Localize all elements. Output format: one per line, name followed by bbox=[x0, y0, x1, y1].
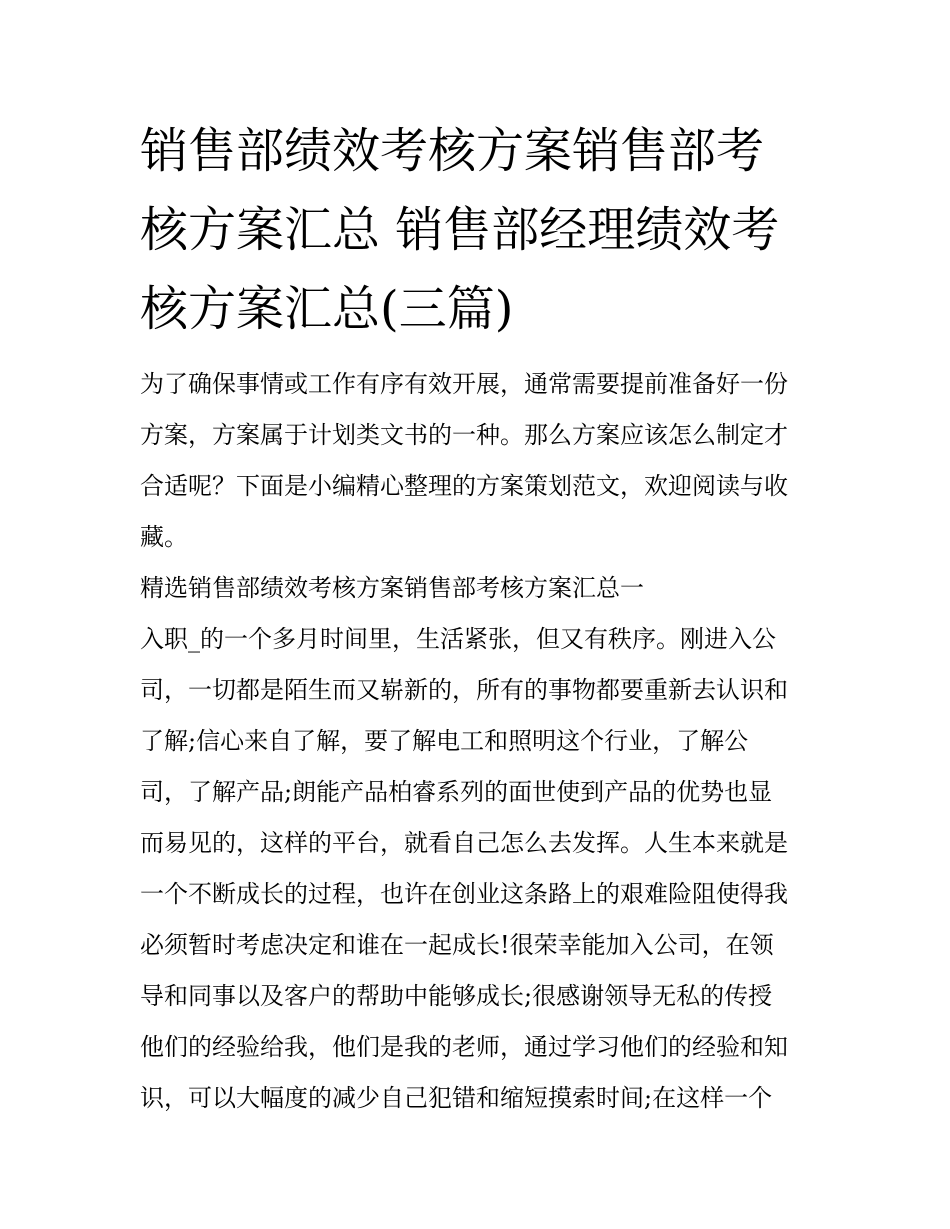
section-heading bbox=[140, 563, 812, 614]
body-line: 导和同事以及客户的帮助中能够成长;很感谢领导无私的传授 bbox=[140, 982, 773, 1010]
body-line: 他们的经验给我，他们是我的老师，通过学习他们的经验和知 bbox=[140, 1033, 788, 1061]
body-line: 识，可以大幅度的减少自己犯错和缩短摸索时间;在这样一个 bbox=[140, 1084, 773, 1112]
intro-line: 藏。 bbox=[140, 523, 188, 551]
body-line: 一个不断成长的过程，也许在创业这条路上的艰难险阻使得我 bbox=[140, 880, 788, 908]
section-heading-text: 精选销售部绩效考核方案销售部考核方案汇总一 bbox=[140, 574, 644, 602]
title-line: 核方案汇总 销售部经理绩效考 bbox=[140, 202, 780, 258]
intro-line: 方案，方案属于计划类文书的一种。那么方案应该怎么制定才 bbox=[140, 421, 788, 449]
body-paragraph bbox=[140, 614, 812, 1124]
body-line: 司，一切都是陌生而又崭新的，所有的事物都要重新去认识和 bbox=[140, 676, 788, 704]
body-line: 必须暂时考虑决定和谁在一起成长!很荣幸能加入公司，在领 bbox=[140, 931, 774, 959]
document-title bbox=[140, 112, 812, 349]
intro-line: 合适呢？下面是小编精心整理的方案策划范文，欢迎阅读与收 bbox=[140, 472, 788, 500]
document-page bbox=[140, 112, 812, 1124]
title-line: 核方案汇总(三篇) bbox=[140, 281, 514, 337]
body-line: 而易见的，这样的平台，就看自己怎么去发挥。人生本来就是 bbox=[140, 829, 788, 857]
intro-line: 为了确保事情或工作有序有效开展，通常需要提前准备好一份 bbox=[140, 370, 788, 398]
body-line: 入职_的一个多月时间里，生活紧张，但又有秩序。刚进入公 bbox=[140, 625, 776, 653]
body-line: 司，了解产品;朗能产品柏睿系列的面世使到产品的优势也显 bbox=[140, 778, 773, 806]
body-line: 了解;信心来自了解，要了解电工和照明这个行业，了解公 bbox=[140, 727, 749, 755]
intro-paragraph bbox=[140, 359, 812, 563]
title-line: 销售部绩效考核方案销售部考 bbox=[140, 123, 765, 179]
